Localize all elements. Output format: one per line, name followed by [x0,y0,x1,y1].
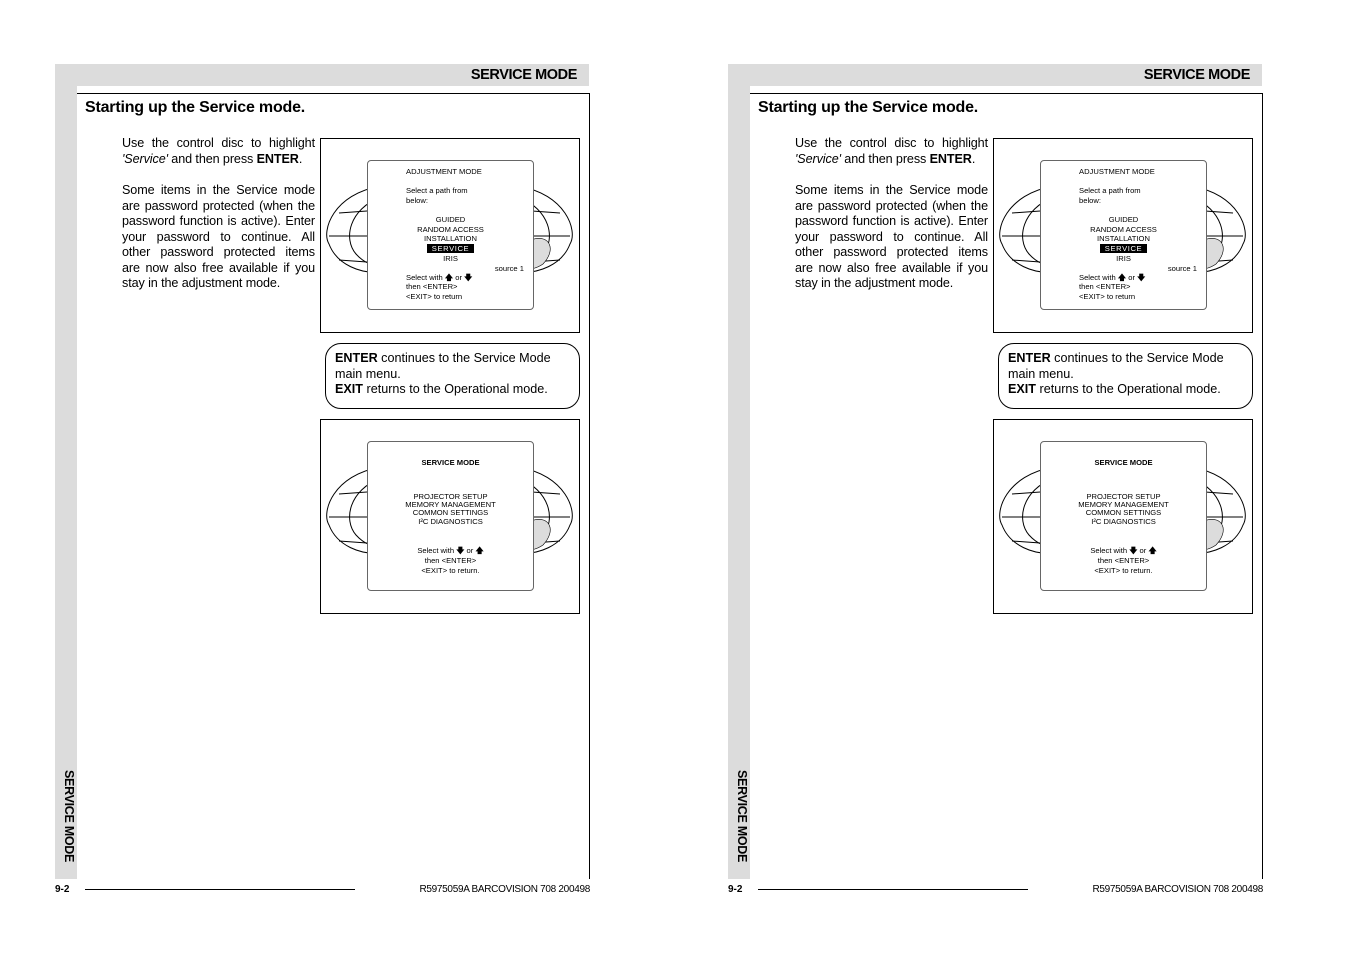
menu-item-iris[interactable]: IRIS [1116,254,1131,263]
menu-item-iris[interactable]: IRIS [443,254,458,263]
menu-footer-enter: then <ENTER> [1097,556,1150,565]
menu-footer-exit: <EXIT> to return [1079,292,1136,301]
paragraph-2: Some items in the Service mode are password protected (when the password function is active). Enter your password to continue. All other password protected items are now also free available if you stay in the adjustment mode. [122,183,315,290]
menu-item-i2c-diagnostics[interactable]: I²C DIAGNOSTICS [1091,517,1156,526]
menu-item-common-settings[interactable]: COMMON SETTINGS [412,508,489,517]
arrow-down-icon: 🡇 [1137,273,1146,282]
arrow-up-icon: 🡅 [1117,273,1127,282]
menu-item-memory-management[interactable]: MEMORY MANAGEMENT [1078,500,1169,509]
menu-item-guided[interactable]: GUIDED [1108,215,1139,224]
body-text [795,136,988,308]
menu-instruction: below: [406,196,428,205]
source-label: source 1 [1167,264,1197,273]
menu-title: ADJUSTMENT MODE [406,167,482,176]
menu-item-memory-management[interactable]: MEMORY MANAGEMENT [405,500,496,509]
menu-title: ADJUSTMENT MODE [1079,167,1155,176]
content-right-rule [1262,93,1263,879]
screen-adjustment-mode [320,138,580,333]
menu-footer-select: Select with 🡇 or 🡅 [1090,546,1157,555]
arrow-down-icon: 🡇 [456,546,465,555]
menu-item-installation[interactable]: INSTALLATION [424,234,477,243]
menu-footer-exit: <EXIT> to return [406,292,463,301]
screen-service-mode [320,419,580,614]
side-label: SERVICE MODE [735,770,749,863]
menu-item-guided[interactable]: GUIDED [435,215,466,224]
menu-box [1040,441,1207,591]
menu-item-service-highlight: SERVICE [427,244,474,253]
note-box: ENTER continues to the Service Mode main menu. EXIT returns to the Operational mode. [998,343,1253,409]
menu-box [1040,160,1207,310]
page-right [728,0,1288,954]
arrow-up-icon: 🡅 [475,546,484,555]
menu-item-random-access[interactable]: RANDOM ACCESS [1090,225,1157,234]
content-top-rule [750,93,1263,94]
menu-footer-enter: then <ENTER> [406,282,458,291]
menu-item-common-settings[interactable]: COMMON SETTINGS [1085,508,1162,517]
arrow-up-icon: 🡅 [444,273,454,282]
side-label: SERVICE MODE [62,770,76,863]
document-code: R5975059A BARCOVISION 708 200498 [1092,884,1263,895]
menu-instruction: Select a path from [406,186,468,195]
body-text [122,136,315,308]
footer-rule [758,889,1028,890]
header-bar [77,64,589,86]
section-title: Starting up the Service mode. [758,99,979,116]
source-label: source 1 [494,264,524,273]
document-code: R5975059A BARCOVISION 708 200498 [419,884,590,895]
paragraph-1: Use the control disc to highlight 'Service' and then press ENTER. [122,136,315,166]
menu-footer-enter: then <ENTER> [1079,282,1131,291]
content-top-rule [77,93,590,94]
menu-item-service[interactable] [368,244,533,254]
menu-footer-select: Select with 🡅 or 🡇 [1079,273,1146,282]
menu-item-projector-setup[interactable]: PROJECTOR SETUP [413,492,488,501]
menu-item-projector-setup[interactable]: PROJECTOR SETUP [1086,492,1161,501]
note-box: ENTER continues to the Service Mode main menu. EXIT returns to the Operational mode. [325,343,580,409]
footer-rule [85,889,355,890]
paragraph-1: Use the control disc to highlight 'Service' and then press ENTER. [795,136,988,166]
sidebar-band [55,64,77,879]
screen-service-mode [993,419,1253,614]
menu-title: SERVICE MODE [1094,458,1153,467]
screen-adjustment-mode [993,138,1253,333]
menu-footer-exit: <EXIT> to return. [421,566,480,575]
menu-item-i2c-diagnostics[interactable]: I²C DIAGNOSTICS [418,517,483,526]
menu-item-service-highlight: SERVICE [1100,244,1147,253]
page-left [55,0,615,954]
menu-instruction: Select a path from [1079,186,1141,195]
arrow-down-icon: 🡇 [1129,546,1138,555]
header-title: SERVICE MODE [1143,67,1250,83]
menu-box [367,160,534,310]
menu-footer-select: Select with 🡇 or 🡅 [417,546,484,555]
arrow-up-icon: 🡅 [1148,546,1157,555]
menu-item-random-access[interactable]: RANDOM ACCESS [417,225,484,234]
page-number: 9-2 [55,884,70,895]
menu-item-installation[interactable]: INSTALLATION [1097,234,1150,243]
menu-footer-select: Select with 🡅 or 🡇 [406,273,473,282]
content-right-rule [589,93,590,879]
arrow-down-icon: 🡇 [464,273,473,282]
header-title: SERVICE MODE [470,67,577,83]
menu-footer-enter: then <ENTER> [424,556,477,565]
menu-title: SERVICE MODE [421,458,480,467]
paragraph-2: Some items in the Service mode are password protected (when the password function is active). Enter your password to continue. All other password protected items are now also free available if you stay in the adjustment mode. [795,183,988,290]
page-number: 9-2 [728,884,743,895]
menu-box [367,441,534,591]
header-bar [750,64,1262,86]
menu-item-service[interactable] [1041,244,1206,254]
section-title: Starting up the Service mode. [85,99,306,116]
menu-footer-exit: <EXIT> to return. [1094,566,1153,575]
menu-instruction: below: [1079,196,1101,205]
sidebar-band [728,64,750,879]
